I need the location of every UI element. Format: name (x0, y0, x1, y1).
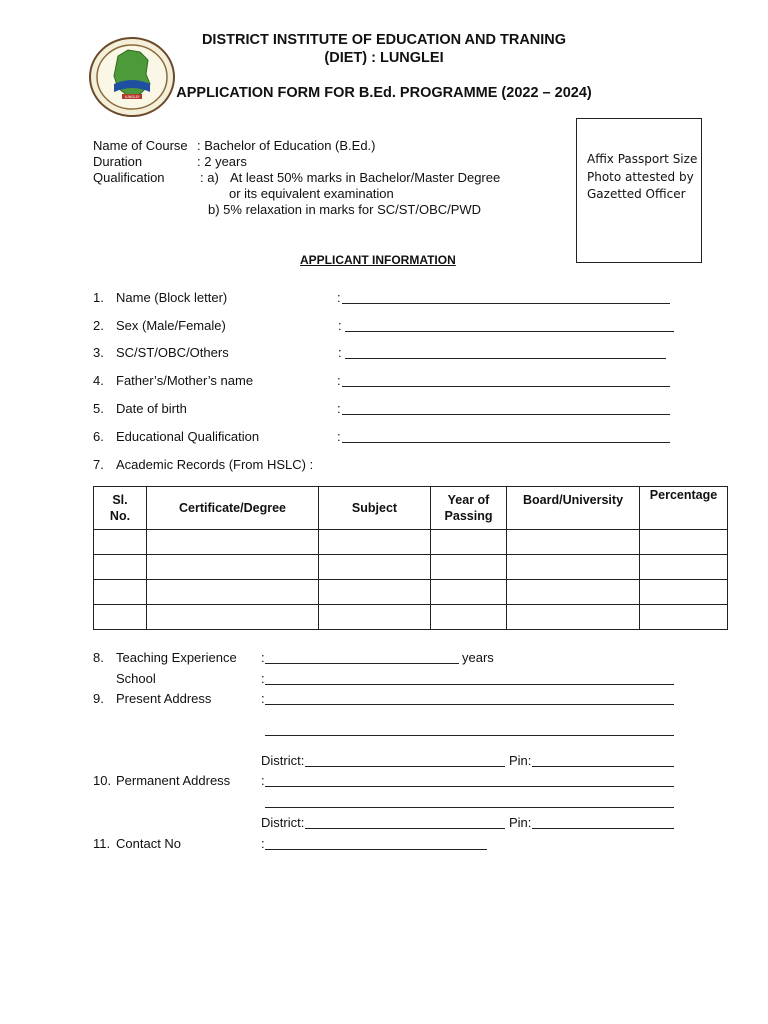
dob-input-line[interactable] (342, 414, 670, 415)
col-header-year: Year of Passing (431, 487, 507, 530)
field-colon: : (261, 671, 265, 686)
form-title: APPLICATION FORM FOR B.Ed. PROGRAMME (2022 – 2024) (176, 85, 592, 101)
field-colon: : (337, 373, 341, 388)
education-input-line[interactable] (342, 442, 670, 443)
table-cell[interactable] (147, 530, 319, 555)
course-name-label: Name of Course (93, 138, 188, 153)
col-header-percentage: Percentage (640, 487, 728, 530)
field-label: SC/ST/OBC/Others (116, 345, 229, 360)
pin-label: Pin: (509, 753, 532, 768)
field-colon: : (261, 691, 265, 706)
table-cell[interactable] (147, 580, 319, 605)
present-address-line-1[interactable] (265, 704, 674, 705)
photo-placeholder-box[interactable] (576, 118, 702, 263)
present-address-line-2[interactable] (265, 735, 674, 736)
table-cell[interactable] (507, 530, 640, 555)
name-input-line[interactable] (342, 303, 670, 304)
table-cell[interactable] (431, 530, 507, 555)
parent-name-input-line[interactable] (342, 386, 670, 387)
qualification-a-line2: or its equivalent examination (229, 186, 394, 201)
svg-text:LUNGLEI: LUNGLEI (124, 95, 140, 99)
table-row (94, 580, 728, 605)
table-row (94, 555, 728, 580)
permanent-address-line-1[interactable] (265, 786, 674, 787)
category-input-line[interactable] (345, 358, 666, 359)
permanent-district-input-line[interactable] (305, 828, 505, 829)
field-number: 3. (93, 345, 104, 360)
table-header-row (94, 487, 728, 530)
pin-label: Pin: (509, 815, 532, 830)
table-cell[interactable] (94, 605, 147, 630)
applicant-information-heading: APPLICANT INFORMATION (300, 253, 456, 267)
col-header-board: Board/University (507, 487, 640, 530)
field-number: 5. (93, 401, 104, 416)
course-name-value: : Bachelor of Education (B.Ed.) (197, 138, 376, 153)
field-number: 11. (93, 836, 111, 851)
table-cell[interactable] (319, 580, 431, 605)
district-label: District: (261, 753, 305, 768)
col-header-certificate: Certificate/Degree (147, 487, 319, 530)
sex-input-line[interactable] (345, 331, 674, 332)
field-label: Date of birth (116, 401, 187, 416)
duration-value: : 2 years (197, 154, 247, 169)
col-header-sl-no: Sl. No. (94, 487, 147, 530)
district-label: District: (261, 815, 305, 830)
qualification-label: Qualification (93, 170, 165, 185)
photo-box-line-3: Gazetted Officer (587, 187, 686, 201)
field-number: 6. (93, 429, 104, 444)
permanent-address-line-2[interactable] (265, 807, 674, 808)
table-cell[interactable] (147, 555, 319, 580)
field-colon: : (337, 429, 341, 444)
table-cell[interactable] (94, 580, 147, 605)
table-cell[interactable] (507, 580, 640, 605)
institute-subtitle: (DIET) : LUNGLEI (324, 50, 444, 66)
photo-box-line-1: Affix Passport Size (587, 152, 698, 166)
academic-records-table (93, 486, 728, 630)
qualification-b: b) 5% relaxation in marks for SC/ST/OBC/PWD (208, 202, 482, 217)
field-colon: : (338, 318, 342, 333)
field-colon: : (337, 290, 341, 305)
table-cell[interactable] (507, 555, 640, 580)
field-number: 9. (93, 691, 104, 706)
field-number: 1. (93, 290, 104, 305)
table-cell[interactable] (431, 580, 507, 605)
years-suffix: years (462, 650, 494, 665)
field-colon: : (261, 650, 265, 665)
table-cell[interactable] (319, 555, 431, 580)
photo-box-line-2: Photo attested by (587, 169, 694, 184)
contact-no-input-line[interactable] (265, 849, 487, 850)
table-cell[interactable] (431, 555, 507, 580)
table-cell[interactable] (640, 555, 728, 580)
table-row (94, 605, 728, 630)
field-colon: : (261, 836, 265, 851)
field-label: Academic Records (From HSLC) : (116, 457, 314, 472)
school-label: School (116, 671, 156, 686)
present-district-input-line[interactable] (305, 766, 505, 767)
table-cell[interactable] (94, 530, 147, 555)
qualification-a-line1: At least 50% marks in Bachelor/Master Degree (230, 170, 501, 185)
table-row (94, 530, 728, 555)
field-label: Sex (Male/Female) (116, 318, 226, 333)
duration-label: Duration (93, 154, 143, 169)
present-address-label: Present Address (116, 691, 212, 706)
table-cell[interactable] (640, 530, 728, 555)
field-label: Educational Qualification (116, 429, 260, 444)
field-number: 10. (93, 773, 112, 788)
table-cell[interactable] (147, 605, 319, 630)
table-cell[interactable] (640, 580, 728, 605)
col-header-subject: Subject (319, 487, 431, 530)
school-input-line[interactable] (265, 684, 674, 685)
institute-title: DISTRICT INSTITUTE OF EDUCATION AND TRANING (201, 32, 567, 48)
table-cell[interactable] (319, 530, 431, 555)
institute-logo (88, 36, 176, 118)
field-label: Name (Block letter) (116, 290, 228, 305)
contact-no-label: Contact No (116, 836, 182, 851)
table-cell[interactable] (431, 605, 507, 630)
field-number: 7. (93, 457, 104, 472)
field-number: 4. (93, 373, 104, 388)
field-colon: : (261, 773, 265, 788)
field-label: Father’s/Mother’s name (116, 373, 254, 388)
permanent-address-label: Permanent Address (116, 773, 231, 788)
table-cell[interactable] (94, 555, 147, 580)
table-cell[interactable] (507, 605, 640, 630)
qualification-a-marker: : a) (200, 170, 219, 185)
teaching-experience-input-line[interactable] (265, 663, 459, 664)
field-colon: : (338, 345, 342, 360)
table-cell[interactable] (640, 605, 728, 630)
field-colon: : (337, 401, 341, 416)
field-number: 2. (93, 318, 104, 333)
present-pin-input-line[interactable] (532, 766, 674, 767)
permanent-pin-input-line[interactable] (532, 828, 674, 829)
teaching-experience-label: Teaching Experience (116, 650, 237, 665)
table-cell[interactable] (319, 605, 431, 630)
field-number: 8. (93, 650, 104, 665)
